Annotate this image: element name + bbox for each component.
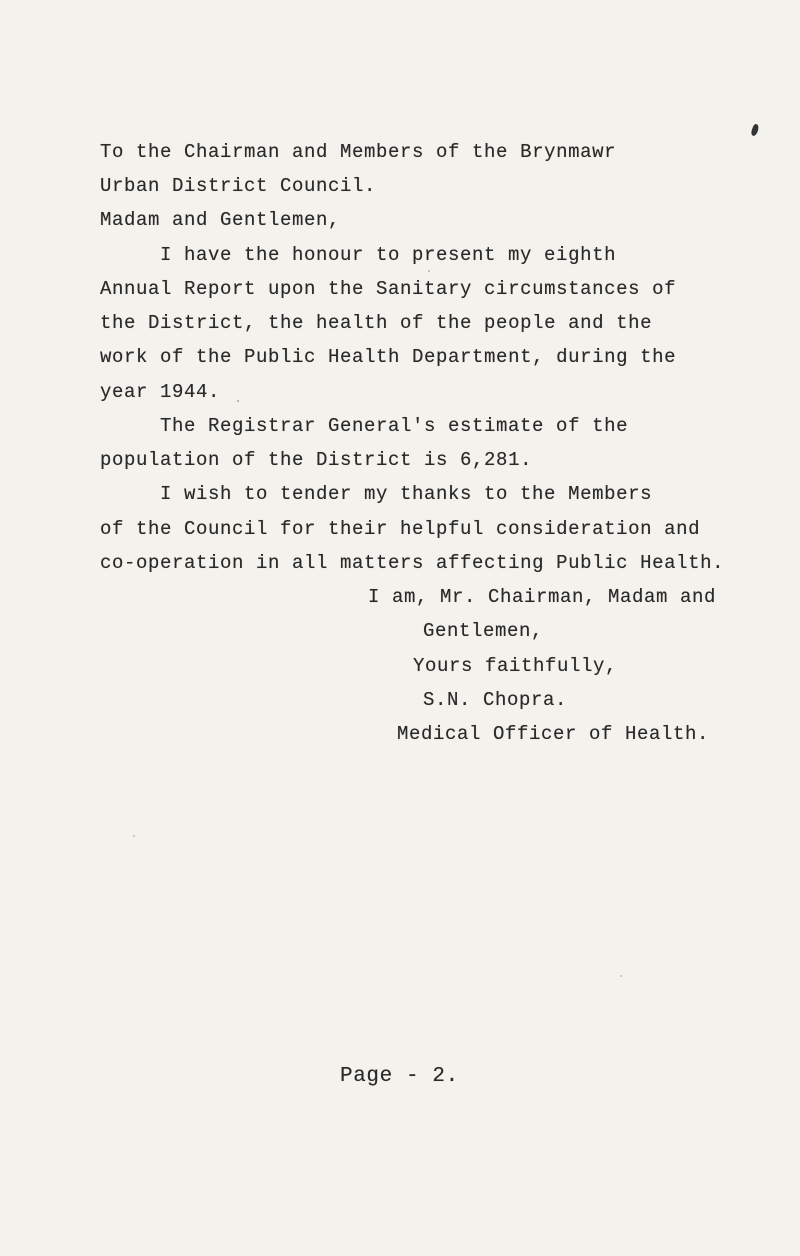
ink-mark: [750, 123, 760, 136]
paragraph-1-line: work of the Public Health Department, during the: [100, 346, 677, 368]
paragraph-3-line: co-operation in all matters affecting Public Health.: [100, 552, 725, 574]
dust-speck: [133, 835, 135, 837]
salutation-line-1: To the Chairman and Members of the Brynmawr: [100, 141, 617, 163]
closing-line-3: Yours faithfully,: [413, 655, 618, 677]
paragraph-1-line: I have the honour to present my eighth: [160, 244, 617, 266]
paragraph-1-line: year 1944.: [100, 381, 221, 403]
salutation-line-2: Urban District Council.: [100, 175, 377, 197]
signature: S.N. Chopra.: [423, 689, 568, 711]
greeting: Madam and Gentlemen,: [100, 209, 341, 231]
closing-line-1: I am, Mr. Chairman, Madam and: [368, 586, 717, 608]
signatory-title: Medical Officer of Health.: [397, 723, 710, 745]
dust-speck: [237, 400, 239, 402]
dust-speck: [428, 270, 430, 272]
page-number: Page - 2.: [340, 1065, 459, 1088]
paragraph-2-line: The Registrar General's estimate of the: [160, 415, 629, 437]
paragraph-1-line: the District, the health of the people and the: [100, 312, 653, 334]
closing-line-2: Gentlemen,: [423, 620, 544, 642]
paragraph-3-line: of the Council for their helpful consideration and: [100, 518, 701, 540]
paragraph-3-line: I wish to tender my thanks to the Members: [160, 483, 653, 505]
dust-speck: [620, 975, 622, 977]
paragraph-1-line: Annual Report upon the Sanitary circumstances of: [100, 278, 677, 300]
paragraph-2-line: population of the District is 6,281.: [100, 449, 533, 471]
